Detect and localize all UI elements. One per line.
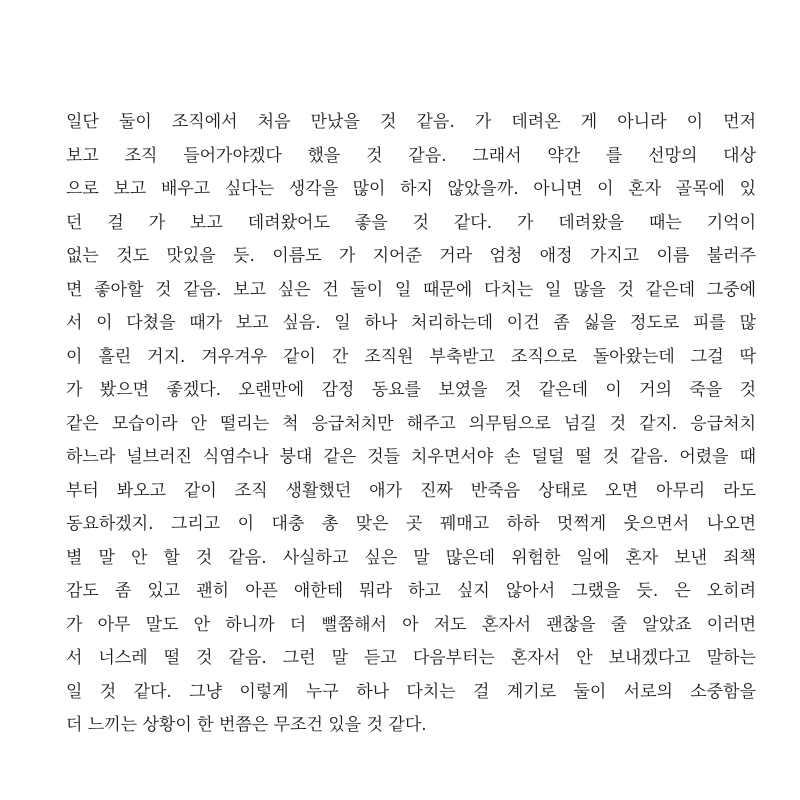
text-line: 별 말 안 할 것 같음. 사실하고 싶은 말 많은데 위험한 일에 혼자 보낸 죄책 [66, 547, 756, 568]
text-line: 던 걸 가 보고 데려왔어도 좋을 것 같다. 가 데려왔을 때는 기억이 [66, 212, 756, 233]
text-line: 서 이 다쳤을 때가 보고 싶음. 일 하나 처리하는데 이건 좀 싫을 정도로 피를 많 [66, 313, 756, 333]
text-line: 동요하겠지. 그리고 이 대충 총 맞은 곳 꿰매고 하하 멋쩍게 웃으면서 나오면 [66, 514, 756, 534]
text-line: 보고 조직 들어가야겠다 했을 것 같음. 그래서 약간 를 선망의 대상 [66, 145, 756, 166]
text-line: 부터 봐오고 같이 조직 생활했던 애가 진짜 반죽음 상태로 오면 아무리 라도 [66, 480, 756, 501]
text-line: 일단 둘이 조직에서 처음 만났을 것 같음. 가 데려온 게 아니라 이 먼저 [66, 112, 756, 132]
text-line: 감도 좀 있고 괜히 아픈 애한테 뭐라 하고 싶지 않아서 그랬을 듯. 은 오히려 [66, 581, 756, 601]
text-line: 같은 모습이라 안 떨리는 척 응급처치만 해주고 의무팀으로 넘길 것 같지. 응급처치 [66, 413, 756, 434]
text-line: 이 흘린 거지. 겨우겨우 같이 간 조직원 부축받고 조직으로 돌아왔는데 그걸 딱 [66, 346, 756, 367]
body-text [66, 106, 756, 743]
text-line: 없는 것도 맛있을 듯. 이름도 가 지어준 거라 엄청 애정 가지고 이름 불러주 [66, 246, 756, 266]
text-line: 서 너스레 떨 것 같음. 그런 말 듣고 다음부터는 혼자서 안 보내겠다고 말하는 [66, 648, 756, 668]
text-line: 가 봤으면 좋겠다. 오랜만에 감정 동요를 보였을 것 같은데 이 거의 죽을 것 [66, 380, 756, 400]
text-line: 하느라 널브러진 식염수나 붕대 같은 것들 치우면서야 손 덜덜 떨 것 같음. 어렸을 때 [66, 447, 756, 467]
text-line: 일 것 같다. 그냥 이렇게 누구 하나 다치는 걸 계기로 둘이 서로의 소중함을 [66, 681, 756, 702]
text-line: 더 느끼는 상황이 한 번쯤은 무조건 있을 것 같다. [66, 715, 427, 735]
text-line: 가 아무 말도 안 하니까 더 뻘쭘해서 아 저도 혼자서 괜찮을 줄 알았죠 이러면 [66, 614, 756, 635]
text-line: 으로 보고 배우고 싶다는 생각을 많이 하지 않았을까. 아니면 이 혼자 골목에 있 [66, 179, 756, 199]
text-line: 면 좋아할 것 같음. 보고 싶은 건 둘이 일 때문에 다치는 일 많을 것 같은데 그중에 [66, 279, 756, 300]
